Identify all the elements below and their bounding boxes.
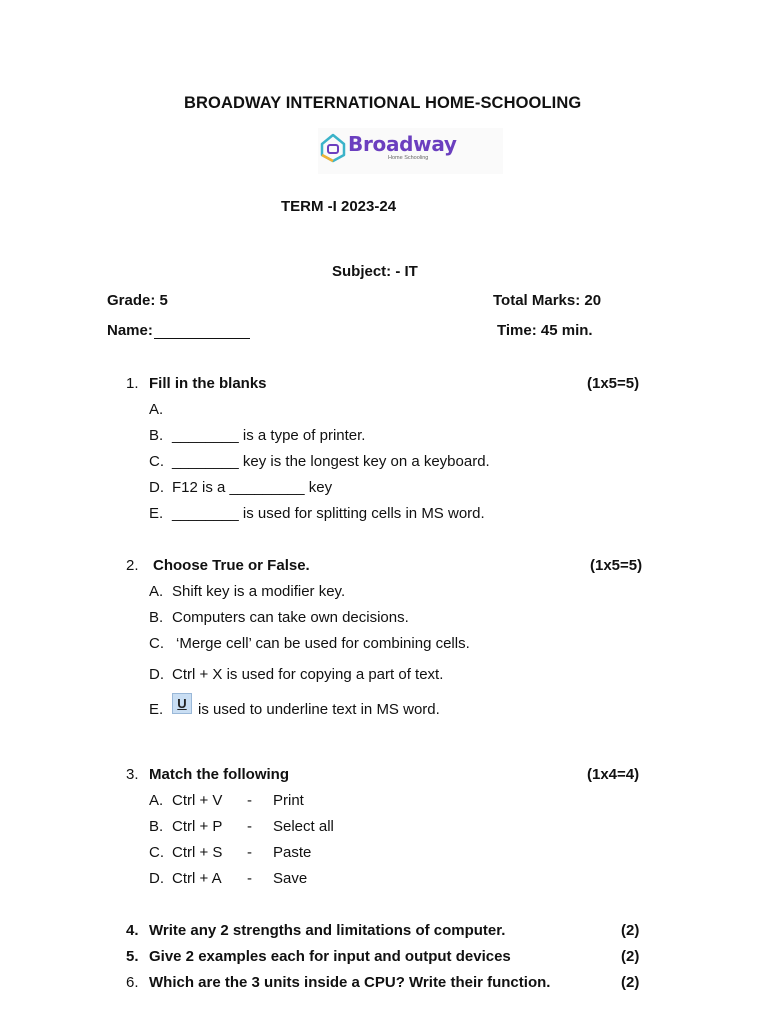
name-field (107, 322, 250, 339)
q2-title: Choose True or False. (153, 557, 310, 574)
logo-subtext: Home Schooling (388, 155, 429, 161)
house-pin-icon (319, 133, 347, 163)
q2-marks: (1x5=5) (590, 557, 643, 574)
q2-item-letter: B. (149, 609, 164, 626)
subject-label: Subject: - IT (332, 263, 418, 280)
q1-item-text: ________ is a type of printer. (172, 427, 366, 444)
q1-item-letter: A. (149, 401, 164, 418)
q1-item-text: ________ key is the longest key on a keyboard. (172, 453, 490, 470)
q5-marks: (2) (621, 948, 640, 965)
q3-item-right: Save (273, 870, 308, 887)
term-label: TERM -I 2023-24 (281, 198, 397, 215)
q3-item-dash: - (247, 792, 252, 809)
q3-item-letter: D. (149, 870, 164, 887)
q1-item-text: ________ is used for splitting cells in MS word. (172, 505, 485, 522)
grade-label: Grade: 5 (107, 292, 168, 309)
q3-item-letter: C. (149, 844, 164, 861)
q1-item-letter: E. (149, 505, 164, 522)
q6-marks: (2) (621, 974, 640, 991)
time-label: Time: 45 min. (497, 322, 593, 339)
q3-item-left: Ctrl + P (172, 818, 223, 835)
q3-item-letter: A. (149, 792, 164, 809)
q5-number: 5. (126, 948, 139, 965)
q3-item-right: Paste (273, 844, 312, 861)
q2-item-text: Ctrl + X is used for copying a part of text. (172, 666, 444, 683)
q1-item-letter: B. (149, 427, 164, 444)
q6-text: Which are the 3 units inside a CPU? Write their function. (149, 974, 551, 991)
q3-title: Match the following (149, 766, 289, 783)
name-blank-line (154, 323, 250, 339)
q3-item-letter: B. (149, 818, 164, 835)
q1-item-letter: D. (149, 479, 164, 496)
q3-marks: (1x4=4) (587, 766, 640, 783)
q3-number: 3. (126, 766, 139, 783)
logo-text: Broadway (348, 132, 457, 156)
school-logo (318, 128, 503, 174)
name-label: Name: (107, 322, 153, 339)
q3-item-left: Ctrl + S (172, 844, 223, 861)
q1-item-letter: C. (149, 453, 164, 470)
q4-number: 4. (126, 922, 139, 939)
underline-icon: U (172, 693, 192, 714)
q4-text: Write any 2 strengths and limitations of computer. (149, 922, 506, 939)
q3-item-left: Ctrl + A (172, 870, 222, 887)
q1-title: Fill in the blanks (149, 375, 267, 392)
total-marks-label: Total Marks: 20 (493, 292, 602, 309)
q2-item-letter: C. (149, 635, 164, 652)
q3-item-left: Ctrl + V (172, 792, 223, 809)
school-title: BROADWAY INTERNATIONAL HOME-SCHOOLING (184, 94, 582, 112)
q5-text: Give 2 examples each for input and output devices (149, 948, 511, 965)
q2-number: 2. (126, 557, 139, 574)
q4-marks: (2) (621, 922, 640, 939)
q2-item-letter: D. (149, 666, 164, 683)
q6-number: 6. (126, 974, 139, 991)
q3-item-right: Select all (273, 818, 334, 835)
q2-item-text: is used to underline text in MS word. (198, 701, 440, 718)
q3-item-right: Print (273, 792, 304, 809)
q1-number: 1. (126, 375, 139, 392)
q1-marks: (1x5=5) (587, 375, 640, 392)
q2-item-text: ‘Merge cell’ can be used for combining cells. (176, 635, 470, 652)
q3-item-dash: - (247, 818, 252, 835)
q3-item-dash: - (247, 870, 252, 887)
q2-item-text: Shift key is a modifier key. (172, 583, 346, 600)
q2-item-letter: E. (149, 701, 164, 718)
q2-item-text: Computers can take own decisions. (172, 609, 409, 626)
q3-item-dash: - (247, 844, 252, 861)
q1-item-text: F12 is a _________ key (172, 479, 333, 496)
q2-item-letter: A. (149, 583, 164, 600)
